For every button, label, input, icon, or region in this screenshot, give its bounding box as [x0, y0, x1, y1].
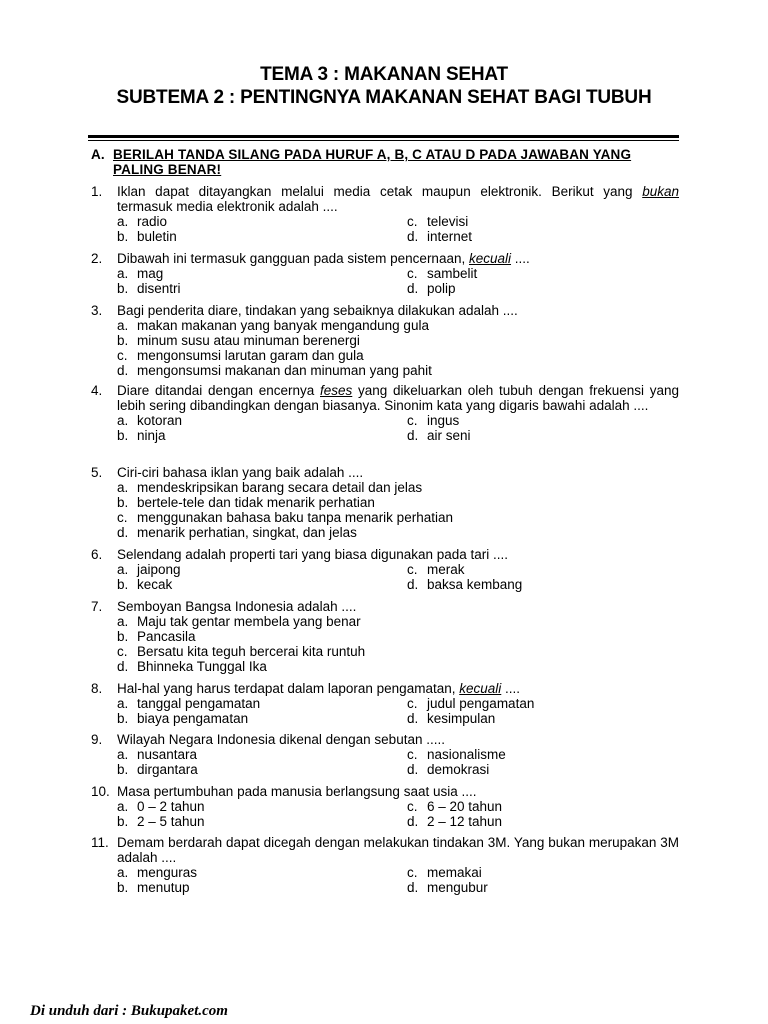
question-stem: Selendang adalah properti tari yang biasa digunakan pada tari ....: [117, 547, 509, 562]
option-a[interactable]: a. nusantara: [117, 747, 198, 762]
page-title: TEMA 3 : MAKANAN SEHAT: [260, 64, 508, 85]
underlined-word: feses: [320, 383, 353, 398]
option-b[interactable]: b. disentri: [117, 281, 181, 296]
underlined-word: kecuali: [468, 251, 512, 266]
question-number: 8.: [91, 681, 103, 696]
option-a[interactable]: a. makan makanan yang banyak mengandung gula: [117, 318, 429, 333]
option-b[interactable]: b. Pancasila: [117, 629, 196, 644]
option-a[interactable]: a. mendeskripsikan barang secara detail dan jelas: [117, 480, 423, 495]
option-c[interactable]: c. 6 – 20 tahun: [407, 799, 503, 814]
divider-thin: [88, 140, 679, 141]
question-number: 5.: [91, 465, 103, 480]
question-stem: Iklan dapat ditayangkan melalui media cetak maupun elektronik. Berikut yang bukan termasuk media elektronik adalah ....: [117, 184, 679, 214]
question-stem: Diare ditandai dengan encernya feses yang dikeluarkan oleh tubuh dengan frekuensi yang lebih sering dibandingkan dengan biasanya. Sinonim kata yang digaris bawahi adalah ....: [117, 383, 680, 413]
question-stem: Semboyan Bangsa Indonesia adalah ....: [117, 599, 357, 614]
option-c[interactable]: c. nasionalisme: [407, 747, 506, 762]
option-d[interactable]: d. mengonsumsi makanan dan minuman yang pahit: [117, 363, 432, 378]
question-stem: Ciri-ciri bahasa iklan yang baik adalah ....: [117, 465, 364, 480]
option-b[interactable]: b. kecak: [117, 577, 173, 592]
section-label: A.: [91, 147, 105, 162]
option-b[interactable]: b. menutup: [117, 880, 190, 895]
option-d[interactable]: d. menarik perhatian, singkat, dan jelas: [117, 525, 357, 540]
question-number: 2.: [91, 251, 103, 266]
option-c[interactable]: c. judul pengamatan: [407, 696, 535, 711]
option-b[interactable]: b. dirgantara: [117, 762, 198, 777]
option-c[interactable]: c. mengonsumsi larutan garam dan gula: [117, 348, 364, 363]
option-b[interactable]: b. buletin: [117, 229, 177, 244]
question-number: 4.: [91, 383, 103, 398]
option-a[interactable]: a. Maju tak gentar membela yang benar: [117, 614, 361, 629]
option-d[interactable]: d. demokrasi: [407, 762, 490, 777]
option-a[interactable]: a. jaipong: [117, 562, 181, 577]
option-d[interactable]: d. Bhinneka Tunggal Ika: [117, 659, 267, 674]
option-c[interactable]: c. ingus: [407, 413, 460, 428]
option-d[interactable]: d. internet: [407, 229, 473, 244]
option-d[interactable]: d. kesimpulan: [407, 711, 496, 726]
footer-source: Di unduh dari : Bukupaket.com: [30, 1003, 228, 1019]
option-c[interactable]: c. televisi: [407, 214, 469, 229]
option-a[interactable]: a. kotoran: [117, 413, 183, 428]
question-stem: Hal-hal yang harus terdapat dalam laporan pengamatan, kecuali ....: [117, 681, 521, 696]
question-number: 1.: [91, 184, 103, 199]
divider-thick: [88, 135, 679, 138]
underlined-word: bukan: [642, 184, 679, 199]
question-number: 3.: [91, 303, 103, 318]
question-stem: Demam berdarah dapat dicegah dengan melakukan tindakan 3M. Yang bukan merupakan 3M adalah ....: [117, 835, 679, 865]
option-b[interactable]: b. bertele-tele dan tidak menarik perhatian: [117, 495, 375, 510]
section-text: BERILAH TANDA SILANG PADA HURUF A, B, C ATAU D PADA JAWABAN YANG PALING BENAR!: [113, 147, 632, 177]
question-number: 9.: [91, 732, 103, 747]
question-stem: Wilayah Negara Indonesia dikenal dengan sebutan .....: [117, 732, 445, 747]
option-d[interactable]: d. mengubur: [407, 880, 488, 895]
underlined-word: kecuali: [459, 681, 502, 696]
option-d[interactable]: d. polip: [407, 281, 456, 296]
option-d[interactable]: d. baksa kembang: [407, 577, 523, 592]
option-c[interactable]: c. memakai: [407, 865, 482, 880]
option-b[interactable]: b. minum susu atau minuman berenergi: [117, 333, 360, 348]
question-number: 6.: [91, 547, 103, 562]
option-c[interactable]: c. merak: [407, 562, 465, 577]
option-b[interactable]: b. biaya pengamatan: [117, 711, 249, 726]
question-number: 10.: [91, 784, 110, 799]
question-number: 11.: [91, 835, 109, 850]
option-a[interactable]: a. mag: [117, 266, 164, 281]
question-stem: Dibawah ini termasuk gangguan pada sistem pencernaan, kecuali ....: [117, 251, 530, 266]
option-b[interactable]: b. 2 – 5 tahun: [117, 814, 205, 829]
page-subtitle: SUBTEMA 2 : PENTINGNYA MAKANAN SEHAT BAGI TUBUH: [116, 87, 652, 108]
option-d[interactable]: d. air seni: [407, 428, 471, 443]
option-a[interactable]: a. menguras: [117, 865, 198, 880]
question-stem: Bagi penderita diare, tindakan yang sebaiknya dilakukan adalah ....: [117, 303, 518, 318]
option-a[interactable]: a. radio: [117, 214, 168, 229]
option-c[interactable]: c. Bersatu kita teguh bercerai kita runtuh: [117, 644, 366, 659]
option-a[interactable]: a. tanggal pengamatan: [117, 696, 261, 711]
option-a[interactable]: a. 0 – 2 tahun: [117, 799, 205, 814]
question-number: 7.: [91, 599, 103, 614]
option-c[interactable]: c. sambelit: [407, 266, 478, 281]
option-d[interactable]: d. 2 – 12 tahun: [407, 814, 503, 829]
question-stem: Masa pertumbuhan pada manusia berlangsung saat usia ....: [117, 784, 477, 799]
option-b[interactable]: b. ninja: [117, 428, 166, 443]
option-c[interactable]: c. menggunakan bahasa baku tanpa menarik perhatian: [117, 510, 453, 525]
